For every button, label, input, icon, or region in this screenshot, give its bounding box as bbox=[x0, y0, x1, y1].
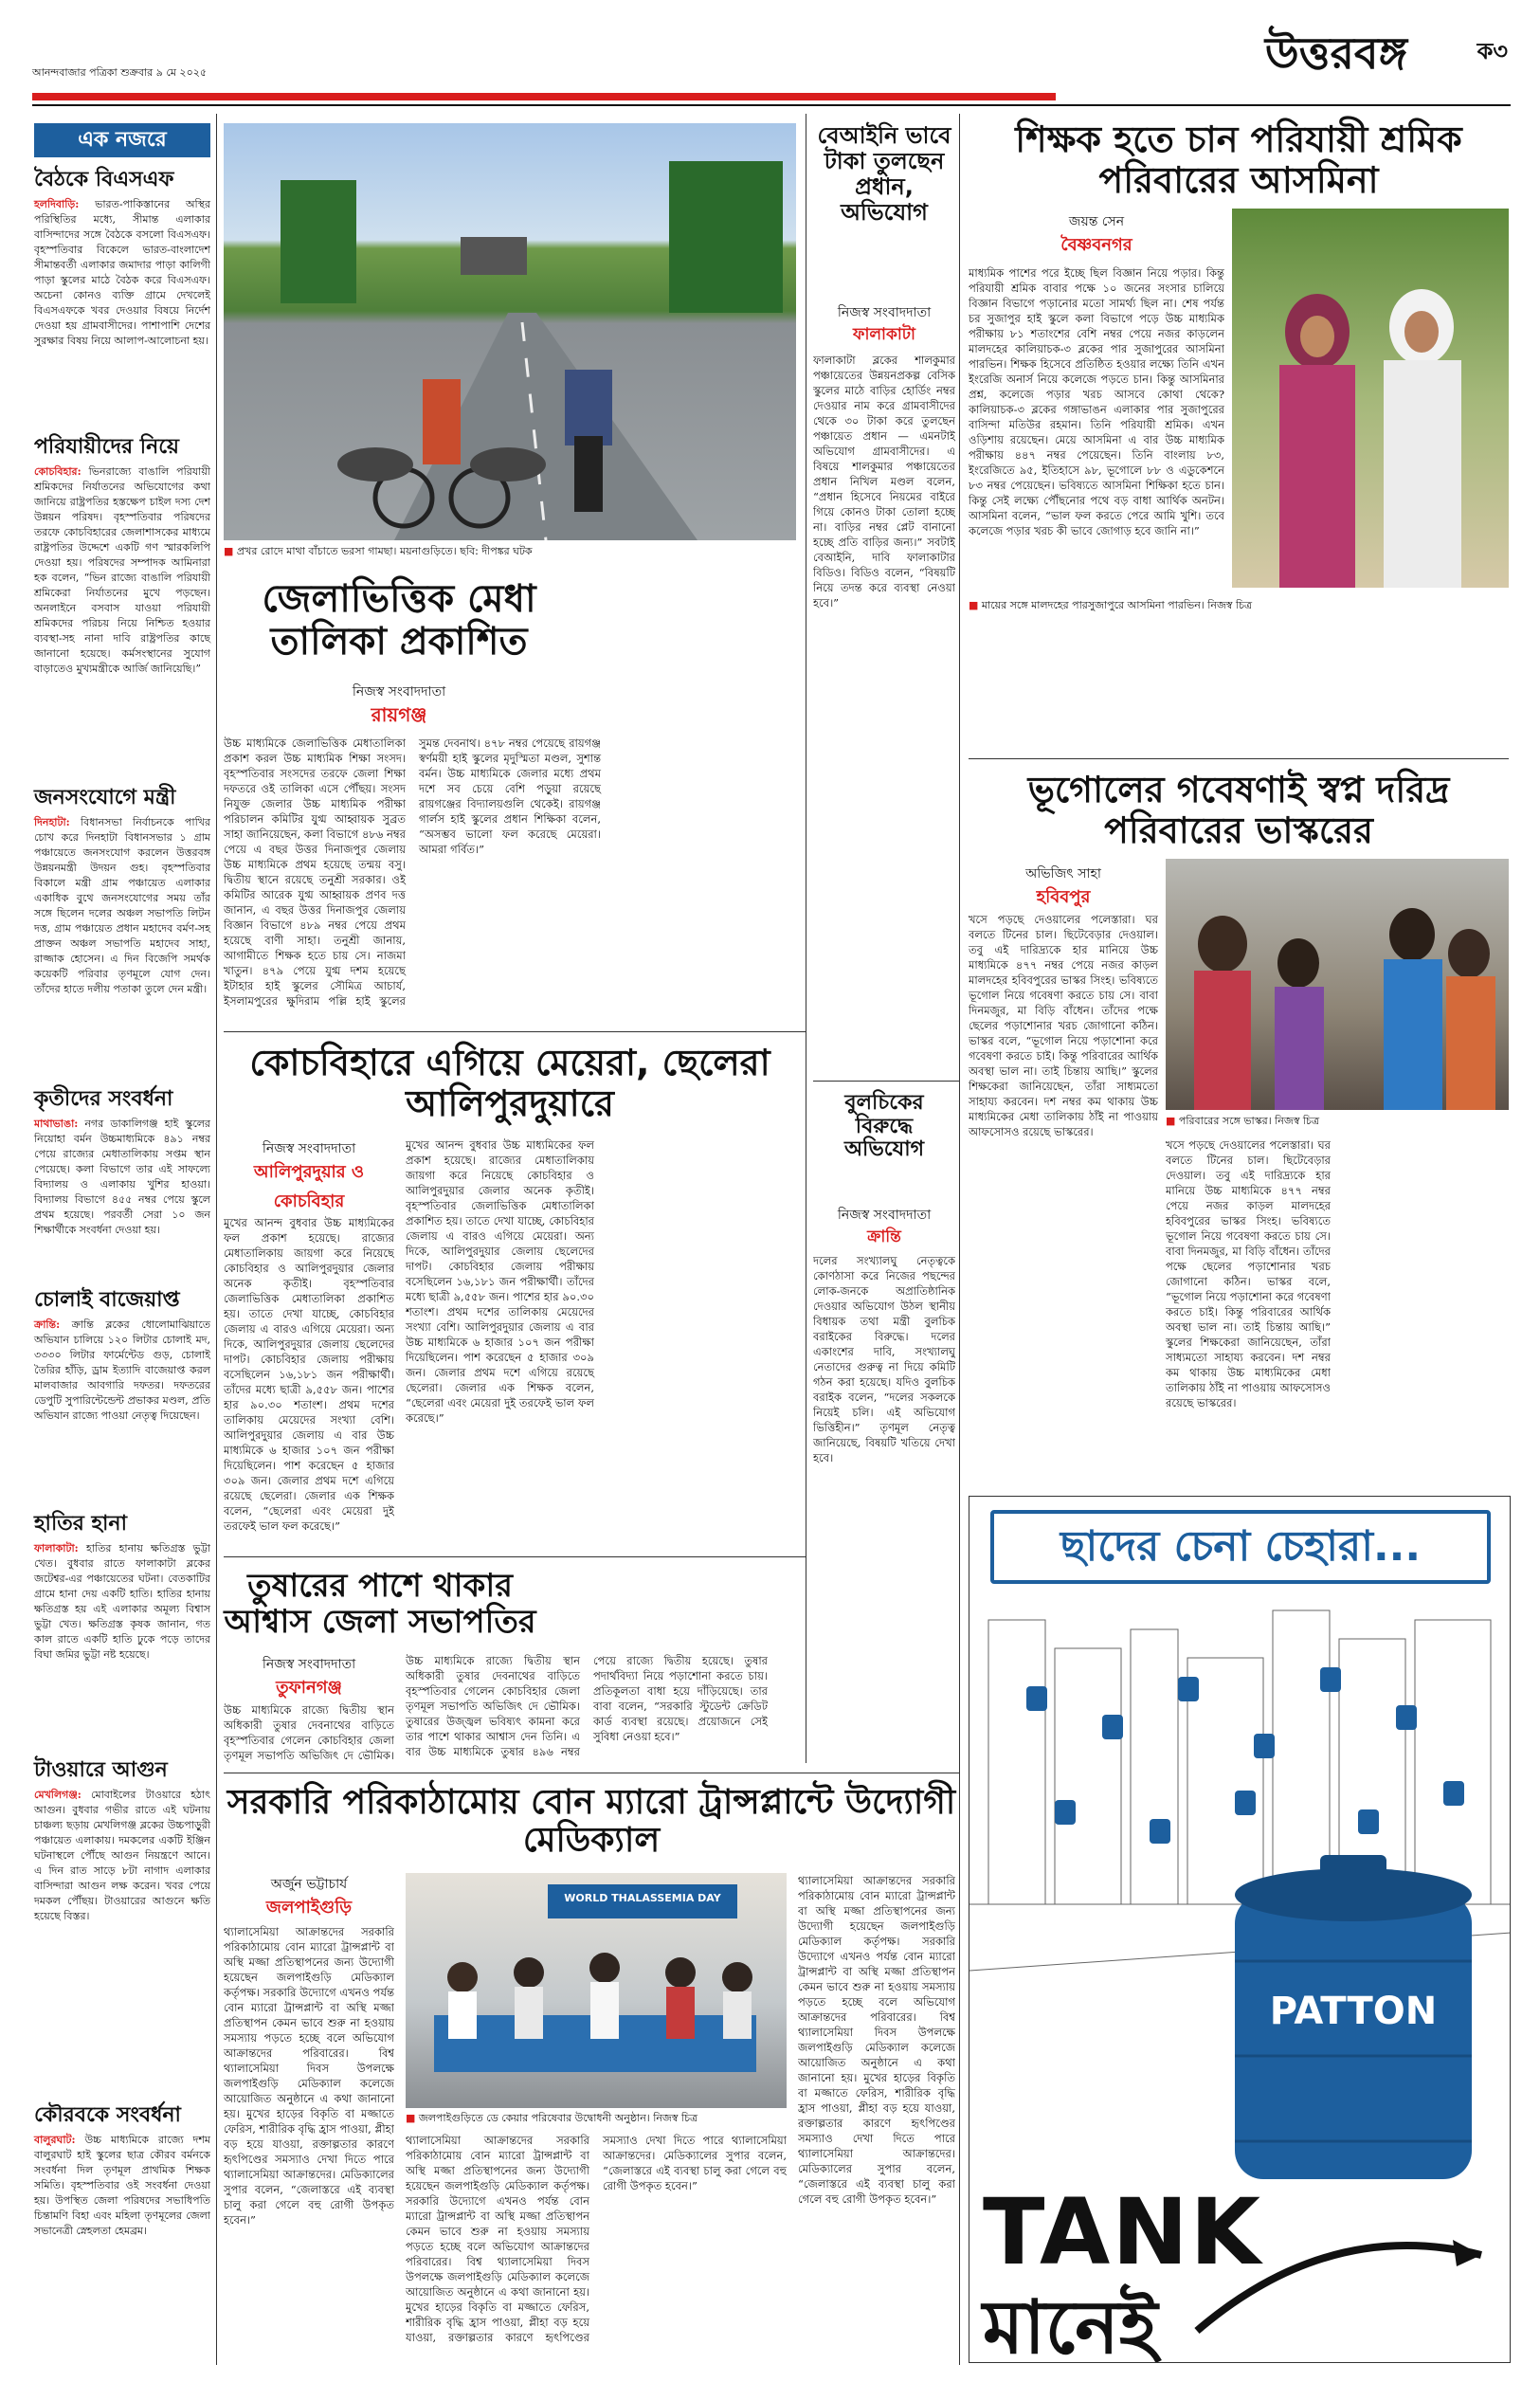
article-headline: সরকারি পরিকাঠামোয় বোন ম্যারো ট্রান্সপ্লান্টে উদ্যোগী মেডিক্যাল bbox=[226, 1783, 956, 1861]
article-body: থ্যালাসেমিয়া আক্রান্তদের সরকারি পরিকাঠামোয় বোন ম্যারো ট্রান্সপ্লান্ট বা অস্থি মজ্জা প্রতিস্থাপনের জন্য উদ্যোগী হয়েছেন জলপাইগুড়ি মেডিক্যাল কর্তৃপক্ষ। সরকারি উদ্যোগে এখনও পর্যন্ত বোন ম্যারো ট্রান্সপ্লান্ট বা অস্থি মজ্জা প্রতিস্থাপন কেমন ভাবে শুরু না হওয়ায় সমস্যায় পড়তে হচ্ছে বলে অভিযোগ আক্রান্তদের পরিবারের। বিশ্ব থ্যালাসেমিয়া দিবস উপলক্ষে জলপাইগুড়ি মেডিক্যাল কলেজে আয়োজিত অনুষ্ঠানে এ কথা জানানো হয়। মুখের হাড়ের বিকৃতি বা মজ্জাতে ফেরিস, শারীরিক বৃদ্ধি হ্রাস পাওয়া, প্লীহা বড় হয়ে যাওয়া, রক্তাল্পতার কারণে হৃৎপিণ্ডের সমস্যাও দেখা দিতে পারে থ্যালাসেমিয়া আক্রান্তদের। মেডিক্যালের সুপার বলেন, “জেলাস্তরে এই ব্যবস্থা চালু করা গেলে বহু রোগী উপকৃত হবেন।” bbox=[224, 1925, 394, 2227]
article-dateline: বৈষ্ণবনগর bbox=[1060, 235, 1132, 255]
road-photo-art bbox=[224, 123, 796, 540]
brief-item bbox=[34, 167, 210, 349]
article-dateline: ফালাকাটা bbox=[853, 325, 915, 344]
article-headline: তুষারের পাশে থাকার আশ্বাস জেলা সভাপতির bbox=[224, 1567, 536, 1642]
section-title: উত্তরবঙ্গ bbox=[1264, 27, 1407, 79]
article-byline: নিজস্ব সংবাদদাতা bbox=[262, 1657, 356, 1672]
article-body: মুখের আনন্দ বুধবার উচ্চ মাধ্যমিকের ফল প্রকাশ হয়েছে। রাজ্যের মেধাতালিকায় জায়গা করে নিয়েছে কোচবিহার ও আলিপুরদুয়ার জেলার অনেক কৃতীই। বৃহস্পতিবার জেলাভিত্তিক মেধাতালিকা প্রকাশিত হয়। তাতে দেখা যাচ্ছে, কোচবিহার জেলায় এ বারও এগিয়ে মেয়েরা। অন্য দিকে, আলিপুরদুয়ার জেলায় ছেলেদের দাপট। কোচবিহার জেলায় পরীক্ষায় বসেছিলেন ১৬,১৮১ জন পরীক্ষার্থী। তাঁদের মধ্যে ছাত্রী ৯,৫৫৮ জন। পাশের হার ৯০.৩০ শতাংশ। প্রথম দশের তালিকায় মেয়েদের সংখ্যা বেশি। আলিপুরদুয়ার জেলায় এ বার উচ্চ মাধ্যমিকে ৬ হাজার ১০৭ জন পরীক্ষা দিয়েছিলেন। পাশ করেছেন ৫ হাজার ৩০৯ জন। জেলার প্রথম দশে এগিয়ে রয়েছে ছেলেরা। জেলার এক শিক্ষক বলেন, “ছেলেরা এবং মেয়েরা দুই তরফেই ভাল ফল করেছে।” bbox=[224, 1216, 394, 1533]
brief-text: ফালাকাটা: হাতির হানায় ক্ষতিগ্রস্ত ভুট্টা খেত। বুধবার রাতে ফালাকাটা ব্লকের জটেশ্বর-এর পঞ্চায়েতের ঘটনা। বেতকাটির গ্রামে হানা দেয় একটি হাতি। হাতির হানায় ক্ষতিগ্রস্ত হয় এই এলাকার অমূল্য বিশ্বাস ভুট্টা খেত। ক্ষতিগ্রস্ত কৃষক জানান, গত কাল রাতে একটি হাতি ঢুকে পড়ে তাদের বিঘা জমির ভুট্টা নষ্ট হয়েছে। bbox=[34, 1542, 211, 1661]
ad-tagline: মানেই bbox=[983, 2285, 1158, 2363]
article-body: মাধ্যমিক পাশের পরে ইচ্ছে ছিল বিজ্ঞান নিয়ে পড়ার। কিন্তু পরিযায়ী শ্রমিক বাবার পক্ষে ১০ জনের সংসার চালিয়ে বিজ্ঞান বিভাগে পড়ানোর মতো সামর্থ্য ছিল না। শেষ পর্যন্ত চর সুজাপুর হাই স্কুলে কলা বিভাগে পড়ে উচ্চ মাধ্যমিক পরীক্ষায় ৮১ শতাংশের বেশি নম্বর পেয়ে নজর কাড়লেন মালদহের কালিয়াচক-৩ ব্লকের পার সুজাপুরের আসমিনা পারভিন। শিক্ষক হিসেবে প্রতিষ্ঠিত হওয়ার লক্ষ্যে তিনি এখন ইংরেজি অনার্স নিয়ে কলেজে পড়তে চান। কিন্তু আসমিনার প্রশ্ন, কলেজে পড়ার খরচ আসবে কোথা থেকে? কালিয়াচক-৩ ব্লকের গঙ্গাভাঙন এলাকার পার সুজাপুরের বাসিন্দা মতিউর রহমান। তিনি পরিযায়ী শ্রমিক। এখন ওড়িশায় রয়েছেন। মেয়ে আসমিনা এ বার উচ্চ মাধ্যমিক পরীক্ষায় ৪৪৭ নম্বর পেয়েছেন। তিনি বাংলায় ৮৩, ইংরেজিতে ৯৫, ইতিহাসে ৯৮, ভূগোলে ৮৮ ও এডুকেশনে ৮৩ নম্বর পেয়েছেন। ভবিষ্যতে আসমিনা শিক্ষিকা হতে চান। কিন্তু সেই লক্ষ্যে পৌঁছনোর পথে বড় বাধা আর্থিক অনটন। আসমিনা বলেন, “ভাল ফল করতে পেরে আমি খুশি। তবে কলেজে পড়ার খরচ কী ভাবে জোগাড় হবে জানি না।” bbox=[969, 266, 1224, 537]
article-body: ফালাকাটা ব্লকের শালকুমার পঞ্চায়েতের উন্নয়নপ্রকল্প বেসিক স্কুলের মাঠে বাড়ির হোর্ডিং নম্বর দেওয়ার নাম করে গ্রামবাসীদের থেকে ৩০ টাকা করে তুলছেন পঞ্চায়েত প্রধান — এমনটাই অভিযোগ গ্রামবাসীদের। এ বিষয়ে শালকুমার পঞ্চায়েতের প্রধান নিখিল মণ্ডল বলেন, “প্রধান হিসেবে নিয়মের বাইরে গিয়ে কোনও টাকা তোলা হচ্ছে না। বাড়ির নম্বর প্লেট বানানো হচ্ছে প্রতি বাড়ির জন্য।” সবটাই বেআইনি, দাবি ফালাকাটার বিডিও। বিডিও বলেন, “বিষয়টি নিয়ে তদন্ত করে ব্যবস্থা নেওয়া হবে।” bbox=[813, 354, 955, 609]
brief-title: জনসংযোগে মন্ত্রী bbox=[34, 786, 176, 809]
column-rule bbox=[959, 114, 960, 2365]
article-byline: নিজস্ব সংবাদদাতা bbox=[837, 1208, 932, 1223]
article-headline: জেলাভিত্তিক মেধা তালিকা প্রকাশিত bbox=[262, 577, 536, 664]
article-headline: কোচবিহারে এগিয়ে মেয়েরা, ছেলেরা আলিপুরদুয়ারে bbox=[249, 1042, 770, 1124]
article-body-continued: খসে পড়ছে দেওয়ালের পলেস্তারা। ঘর বলতে টিনের চাল। ছিটেবেড়ার দেওয়াল। তবু এই দারিদ্র্যকে হার মানিয়ে উচ্চ মাধ্যমিকে ৪৭৭ নম্বর পেয়ে নজর কাড়ল মালদহের হবিবপুরের ভাস্কর সিংহ। ভবিষ্যতে ভূগোল নিয়ে গবেষণা করতে চায় সে। বাবা দিনমজুর, মা বিড়ি বাঁধেন। তাঁদের পক্ষে ছেলের পড়াশোনার খরচ জোগানো কঠিন। ভাস্কর বলে, “ভূগোল নিয়ে পড়াশোনা করে গবেষণা করতে চাই। কিন্তু পরিবারের আর্থিক অবস্থা ভাল না। তাই চিন্তায় আছি।” স্কুলের শিক্ষকেরা জানিয়েছেন, তাঁরা সাধ্যমতো সাহায্য করবেন। দশ নম্বর কম থাকায় উচ্চ মাধ্যমিকের মেধা তালিকায় ঠাঁই না পাওয়ায় আফসোসও রয়েছে ভাস্করের। bbox=[1166, 1138, 1331, 1409]
photo-caption: ■ জলপাইগুড়িতে ডে কেয়ার পরিষেবার উদ্বোধনী অনুষ্ঠান। নিজস্ব চিত্র bbox=[406, 2112, 787, 2125]
article-headline: ভূগোলের গবেষণাই স্বপ্ন দরিদ্র পরিবারের ভাস্করের bbox=[1027, 769, 1450, 851]
photo-caption: ■ পরিবারের সঙ্গে ভাস্কর। নিজস্ব চিত্র bbox=[1166, 1115, 1509, 1128]
article-byline: অভিজিৎ সাহা bbox=[1025, 866, 1101, 882]
article-byline: নিজস্ব সংবাদদাতা bbox=[837, 305, 932, 320]
top-rule bbox=[32, 104, 1511, 106]
photo-banner-text: WORLD THALASSEMIA DAY bbox=[564, 1892, 721, 1904]
article-byline: জয়ন্ত সেন bbox=[1068, 214, 1125, 229]
paper-date-line: আনন্দবাজার পত্রিকা শুক্রবার ৯ মে ২০২৫ bbox=[32, 66, 208, 79]
article-headline: শিক্ষক হতে চান পরিযায়ী শ্রমিক পরিবারের আসমিনা bbox=[1015, 118, 1462, 201]
brief-title: হাতির হানা bbox=[34, 1512, 127, 1536]
article-dateline: আলিপুরদুয়ার ও কোচবিহার bbox=[253, 1162, 365, 1211]
medical-photo-art bbox=[406, 1873, 787, 2108]
article-body-continued: থ্যালাসেমিয়া আক্রান্তদের সরকারি পরিকাঠামোয় বোন ম্যারো ট্রান্সপ্লান্ট বা অস্থি মজ্জা প্রতিস্থাপনের জন্য উদ্যোগী হয়েছেন জলপাইগুড়ি মেডিক্যাল কর্তৃপক্ষ। সরকারি উদ্যোগে এখনও পর্যন্ত বোন ম্যারো ট্রান্সপ্লান্ট বা অস্থি মজ্জা প্রতিস্থাপন কেমন ভাবে শুরু না হওয়ায় সমস্যায় পড়তে হচ্ছে বলে অভিযোগ আক্রান্তদের পরিবারের। বিশ্ব থ্যালাসেমিয়া দিবস উপলক্ষে জলপাইগুড়ি মেডিক্যাল কলেজে আয়োজিত অনুষ্ঠানে এ কথা জানানো হয়। মুখের হাড়ের বিকৃতি বা মজ্জাতে ফেরিস, শারীরিক বৃদ্ধি হ্রাস পাওয়া, প্লীহা বড় হয়ে যাওয়া, রক্তাল্পতার কারণে হৃৎপিণ্ডের সমস্যাও দেখা দিতে পারে থ্যালাসেমিয়া আক্রান্তদের। মেডিক্যালের সুপার বলেন, “জেলাস্তরে এই ব্যবস্থা চালু করা গেলে বহু রোগী উপকৃত হবেন।” bbox=[406, 2134, 787, 2344]
page-number: ক৩ bbox=[1477, 38, 1508, 64]
brief-item bbox=[34, 2102, 210, 2239]
brief-item bbox=[34, 1511, 210, 1663]
ad-tank-word: TANK bbox=[983, 2179, 1263, 2285]
article-body-continued: মুখের আনন্দ বুধবার উচ্চ মাধ্যমিকের ফল প্রকাশ হয়েছে। রাজ্যের মেধাতালিকায় জায়গা করে নিয়েছে কোচবিহার ও আলিপুরদুয়ার জেলার অনেক কৃতীই। বৃহস্পতিবার জেলাভিত্তিক মেধাতালিকা প্রকাশিত হয়। তাতে দেখা যাচ্ছে, কোচবিহার জেলায় এ বারও এগিয়ে মেয়েরা। অন্য দিকে, আলিপুরদুয়ার জেলায় ছেলেদের দাপট। কোচবিহার জেলায় পরীক্ষায় বসেছিলেন ১৬,১৮১ জন পরীক্ষার্থী। তাঁদের মধ্যে ছাত্রী ৯,৫৫৮ জন। পাশের হার ৯০.৩০ শতাংশ। প্রথম দশের তালিকায় মেয়েদের সংখ্যা বেশি। আলিপুরদুয়ার জেলায় এ বার উচ্চ মাধ্যমিকে ৬ হাজার ১০৭ জন পরীক্ষা দিয়েছিলেন। পাশ করেছেন ৫ হাজার ৩০৯ জন। জেলার প্রথম দশে এগিয়ে রয়েছে ছেলেরা। জেলার এক শিক্ষক বলেন, “ছেলেরা এবং মেয়েরা দুই তরফেই ভাল ফল করেছে।” bbox=[406, 1138, 594, 1425]
brief-title: বৈঠকে বিএসএফ bbox=[34, 168, 174, 191]
article-byline: নিজস্ব সংবাদদাতা bbox=[352, 684, 446, 700]
article-body: উচ্চ মাধ্যমিকে জেলাভিত্তিক মেধাতালিকা প্রকাশ করল উচ্চ মাধ্যমিক শিক্ষা সংসদ। বৃহস্পতিবার সংসদের তরফে জেলা শিক্ষা দফতরে ওই তালিকা এসে পৌঁছয়। সংসদ নিযুক্ত জেলার উচ্চ মাধ্যমিক পরীক্ষা পরিচালন কমিটির যুগ্ম আহ্বায়ক সুব্রত সাহা জানিয়েছেন, কলা বিভাগে ৪৮৬ নম্বর পেয়ে এ বছর উত্তর দিনাজপুর জেলায় উচ্চ মাধ্যমিকে প্রথম হয়েছে তন্ময় বসু। দ্বিতীয় স্থানে রয়েছে তনুশ্রী সরকার। ওই কমিটির আরেক যুগ্ম আহ্বায়ক প্রণব দত্ত জানান, এ বছর উত্তর দিনাজপুর জেলায় বিজ্ঞান বিভাগে ৪৮৯ নম্বর পেয়ে প্রথম হয়েছে বাণী সাহা। তনুশ্রী জানায়, আগামীতে শিক্ষক হতে চায় সে। নাজমা খাতুন। ৪৭৯ পেয়ে যুগ্ম দশম হয়েছে ইটাহার হাই স্কুলের সৌমিত্র আচার্য, ইসলামপুরের ক্ষুদিরাম পল্লি হাই স্কুলের সুমন্ত দেবনাথ। ৪৭৮ নম্বর পেয়েছে রায়গঞ্জ স্বর্ণময়ী হাই স্কুলের মৃদুস্মিতা মণ্ডল, সুশান্ত বর্মন। উচ্চ মাধ্যমিকে জেলার মধ্যে প্রথম দশে সব চেয়ে বেশি পড়ুয়া রয়েছে রায়গঞ্জের বিদ্যালয়গুলি থেকেই। রায়গঞ্জ গার্লস হাই স্কুলের প্রধান শিক্ষিকা বলেন, “অসম্ভব ভালো ফল করেছে মেয়েরা। আমরা গর্বিত।” bbox=[224, 736, 601, 1008]
article-headline: বেআইনি ভাবে টাকা তুলছেন প্রধান, অভিযোগ bbox=[817, 122, 951, 226]
brief-title: চোলাই বাজেয়াপ্ত bbox=[34, 1288, 180, 1312]
article-body-continued: থ্যালাসেমিয়া আক্রান্তদের সরকারি পরিকাঠামোয় বোন ম্যারো ট্রান্সপ্লান্ট বা অস্থি মজ্জা প্রতিস্থাপনের জন্য উদ্যোগী হয়েছেন জলপাইগুড়ি মেডিক্যাল কর্তৃপক্ষ। সরকারি উদ্যোগে এখনও পর্যন্ত বোন ম্যারো ট্রান্সপ্লান্ট বা অস্থি মজ্জা প্রতিস্থাপন কেমন ভাবে শুরু না হওয়ায় সমস্যায় পড়তে হচ্ছে বলে অভিযোগ আক্রান্তদের পরিবারের। বিশ্ব থ্যালাসেমিয়া দিবস উপলক্ষে জলপাইগুড়ি মেডিক্যাল কলেজে আয়োজিত অনুষ্ঠানে এ কথা জানানো হয়। মুখের হাড়ের বিকৃতি বা মজ্জাতে ফেরিস, শারীরিক বৃদ্ধি হ্রাস পাওয়া, প্লীহা বড় হয়ে যাওয়া, রক্তাল্পতার কারণে হৃৎপিণ্ডের সমস্যাও দেখা দিতে পারে থ্যালাসেমিয়া আক্রান্তদের। মেডিক্যালের সুপার বলেন, “জেলাস্তরে এই ব্যবস্থা চালু করা গেলে বহু রোগী উপকৃত হবেন।” bbox=[798, 1874, 955, 2206]
brief-text: ক্রান্তি: ক্রান্তি ব্লকের ধোলোমাঝিয়াতে অভিযান চালিয়ে ১২০ লিটার চোলাই মদ, ৩৩৩০ লিটার ফার্মেন্টেড গুড়, চোলাই তৈরির হাঁড়ি, ড্রাম ইত্যাদি বাজেয়াপ্ত করল মালবাজার আবগারি দফতর। দফতরের ডেপুটি সুপারিন্টেন্ডেন্ট প্রভাকর মণ্ডল, প্রতি অভিযান রাজ্যে পাওয়া নেতৃত্ব দিয়েছেন। bbox=[34, 1318, 211, 1422]
photo-caption: ■ প্রখর রোদে মাথা বাঁচাতে ভরসা গামছা। ময়নাগুড়িতে। ছবি: দীপঙ্কর ঘটক bbox=[224, 545, 796, 558]
medical-photo bbox=[406, 1873, 787, 2108]
article-headline: বুলচিকের বিরুদ্ধে অভিযোগ bbox=[843, 1091, 925, 1162]
brief-item bbox=[34, 1086, 210, 1238]
brief-text: হলদিবাড়ি: ভারত-পাকিস্তানের অস্থির পরিস্থিতির মধ্যে, সীমান্ত এলাকার বাসিন্দাদের সঙ্গে বৈঠকে বসলো বিএসএফ। বৃহস্পতিবার বিকেলে ভারত-বাংলাদেশ সীমান্তবর্তী এলাকার জমাদার পাড়া কালিগী পাড়া স্কুলের মাঠে বৈঠক করে বিএসএফ। অচেনা কোনও ব্যক্তি গ্রামে দেখলেই বিএসএফকে খবর দেওয়ার বিষয়ে নির্দেশ দেওয়া হয় গ্রামবাসীদের। পাশাপাশি দেশের সুরক্ষার বিষয় নিয়ে আলাপ-আলোচনা হয়। bbox=[34, 198, 211, 347]
brief-text: বালুরঘাট: উচ্চ মাধ্যমিকে রাজ্যে দশম বালুরঘাট হাই স্কুলের ছাত্র কৌরব বর্মনকে সংবর্ধনা দিল তৃণমূল প্রাথমিক শিক্ষক সমিতি। বৃহস্পতিবার ওই সংবর্ধনা দেওয়া হয়। উপস্থিত জেলা পরিষদের সভাধিপতি চিন্তামণি বিহা এবং মহিলা তৃণমূলের জেলা সভানেত্রী স্নেহলতা হেমব্রম। bbox=[34, 2134, 211, 2237]
brief-item bbox=[34, 785, 210, 997]
brief-text: মেখলিগঞ্জ: মোবাইলের টাওয়ারে হঠাৎ আগুন। বুধবার গভীর রাতে এই ঘটনায় চাঞ্চল্য ছড়ায় মেখলিগঞ্জ ব্লকের উচ্চপাড়ুরী পঞ্চায়েত এলাকায়। দমকলের একটি ইঞ্জিন ঘটনাস্থলে পৌঁছে আগুন নিয়ন্ত্রণে আনে। এ দিন রাত সাড়ে ৮টা নাগাদ এলাকার বাসিন্দারা আগুন লক্ষ করেন। খবর পেয়ে দমকল পৌঁছয়। টাওয়ারের আগুনে ক্ষতি হয়েছে বিস্তর। bbox=[34, 1789, 211, 1922]
brief-text: মাথাভাঙা: নগর ডাকালিগঞ্জ হাই স্কুলের নিয়োহা বর্মন উচ্চমাধ্যমিকে ৪৯১ নম্বর পেয়ে রাজ্যের মেধাতালিকায় সপ্তম স্থান পেয়েছে। কলা বিভাগে তার এই সাফল্যে বিদ্যালয় ও এলাকায় খুশির হাওয়া। বিদ্যালয় বিভাগে ৪৫৫ নম্বর পেয়ে স্কুলে প্রথম হয়েছে। পরবর্তী সেরা ১০ জন শিক্ষার্থীকে সংবর্ধনা দেওয়া হয়। bbox=[34, 1118, 210, 1236]
bhaskar-photo bbox=[1166, 859, 1509, 1110]
article-dateline: হবিবপুর bbox=[1036, 887, 1091, 907]
article-dateline: জলপাইগুড়ি bbox=[265, 1898, 353, 1918]
article-dateline: রায়গঞ্জ bbox=[371, 703, 427, 726]
brief-item bbox=[34, 434, 210, 677]
brief-title: পরিযায়ীদের নিয়ে bbox=[34, 435, 180, 459]
column-rule bbox=[216, 114, 217, 2365]
article-dateline: তুফানগঞ্জ bbox=[276, 1678, 342, 1698]
brief-text: দিনহাটা: বিধানসভা নির্বাচনকে পাখির চোখ করে দিনহাটা বিধানসভার ১ গ্রাম পঞ্চায়েতে জনসংযোগ করলেন উত্তরবঙ্গ উন্নয়নমন্ত্রী উদয়ন গুহ। বৃহস্পতিবার বিকালে মন্ত্রী গ্রাম পঞ্চায়েত এলাকার একাধিক বুথে জনসংযোগের সময় তাঁর সঙ্গে ছিলেন দলের অঞ্চল সভাপতি লিটন দত্ত, গ্রাম পঞ্চায়েত প্রধান মহাদেব বর্মণ-সহ প্রাক্তন অঞ্চল সভাপতি মহাদেব সাহা, রাজ্জাক হোসেন। এ দিন বিজেপি সমর্থক কয়েকটি পরিবার তৃণমূলে যোগ দেন। তাঁদের হাতে দলীয় পতাকা তুলে দেন মন্ত্রী। bbox=[34, 816, 211, 995]
brief-text: কোচবিহার: ভিনরাজ্যে বাঙালি পরিযায়ী শ্রমিকদের নির্যাতনের অভিযোগের কথা জানিয়ে রাষ্ট্রপতির হস্তক্ষেপ চাইল দস্য দেশ উন্নয়ন পরিষদ। বৃহস্পতিবার পরিষদের তরফে কোচবিহারের জেলাশাসকের মাধ্যমে রাষ্ট্রপতির উদ্দেশে একটি গণ স্মারকলিপি দেওয়া হয়। পরিষদের সম্পাদক আমিনারা হক বলেন, “ভিন রাজ্যে বাঙালি পরিযায়ী শ্রমিকেরা নির্যাতনের মুখে পড়ছেন। অনলাইনে বসবাস যাওয়া পরিযায়ী শ্রমিকদের পরিচয় নিয়ে নিশ্চিত হওয়ার ব্যবস্থা-সহ নানা দাবি রাষ্ট্রপতির কাছে জানানো হয়েছে। কর্মসংস্থানের সুযোগ বাড়াতেও মুখ্যমন্ত্রীকে আর্জি জানিয়েছি।” bbox=[34, 465, 211, 675]
article-byline: অর্জুন ভট্টাচার্য bbox=[270, 1877, 348, 1892]
story-rule bbox=[224, 1556, 806, 1557]
article-dateline: ক্রান্তি bbox=[867, 1227, 901, 1246]
article-byline: নিজস্ব সংবাদদাতা bbox=[262, 1141, 356, 1156]
brief-item bbox=[34, 1287, 210, 1424]
asmina-photo-art bbox=[1232, 209, 1509, 588]
patton-advertisement[interactable] bbox=[969, 1496, 1511, 2363]
brief-title: কৃতীদের সংবর্ধনা bbox=[34, 1087, 173, 1111]
article-body: উচ্চ মাধ্যমিকে রাজ্যে দ্বিতীয় স্থান অধিকারী তুষার দেবনাথের বাড়িতে বৃহস্পতিবার গেলেন কোচবিহার জেলা তৃণমূল সভাপতি অভিজিৎ দে ভৌমিক। bbox=[224, 1703, 394, 1762]
article-body-continued: উচ্চ মাধ্যমিকে রাজ্যে দ্বিতীয় স্থান অধিকারী তুষার দেবনাথের বাড়িতে বৃহস্পতিবার গেলেন কোচবিহার জেলা তৃণমূল সভাপতি অভিজিৎ দে ভৌমিক। তুষারের উজ্জ্বল ভবিষ্যৎ কামনা করে তার পাশে থাকার আশ্বাস দেন তিনি। এ বার উচ্চ মাধ্যমিকে তুষার ৪৯৬ নম্বর পেয়ে রাজ্যে দ্বিতীয় হয়েছে। তুষার পদার্থবিদ্যা নিয়ে পড়াশোনা করতে চায়। প্রতিকূলতা বাধা হয়ে দাঁড়িয়েছে। তার বাবা বলেন, “সরকারি স্টুডেন্ট ক্রেডিট কার্ড ব্যবস্থা রয়েছে। প্রয়োজনে সেই সুবিধা নেওয়া হবে।” bbox=[406, 1654, 768, 1758]
ad-banner: ছাদের চেনা চেহারা... bbox=[990, 1510, 1491, 1584]
briefs-header: এক নজরে bbox=[34, 123, 210, 157]
asmina-photo bbox=[1232, 209, 1509, 588]
article-body: দলের সংখ্যালঘু নেতৃত্বকে কোণঠাসা করে নিজের পছন্দের লোক-জনকে অপ্রাতিষ্ঠানিক দেওয়ার অভিযোগ উঠল স্থানীয় বিধায়ক তথা মন্ত্রী বুলচিক বরাইকের বিরুদ্ধে। দলের একাংশের দাবি, সংখ্যালঘু নেতাদের গুরুত্ব না দিয়ে কমিটি গঠন করা হয়েছে। যদিও বুলচিক বরাইক বলেন, “দলের সকলকে নিয়েই চলি। এই অভিযোগ ভিত্তিহীন।” তৃণমূল নেতৃত্ব জানিয়েছে, বিষয়টি খতিয়ে দেখা হবে। bbox=[813, 1254, 955, 1464]
brief-title: কৌরবকে সংবর্ধনা bbox=[34, 2103, 181, 2127]
story-rule bbox=[969, 758, 1509, 759]
brief-title: টাওয়ারে আগুন bbox=[34, 1758, 168, 1782]
photo-caption: ■ মায়ের সঙ্গে মালদহের পারসুজাপুরে আসমিনা পারভিন। নিজস্ব চিত্র bbox=[969, 599, 1509, 612]
road-photo bbox=[224, 123, 796, 540]
tank-body bbox=[1235, 1895, 1472, 2179]
red-rule bbox=[32, 93, 1056, 100]
story-rule bbox=[813, 1081, 959, 1082]
brief-item bbox=[34, 1757, 210, 1924]
ad-brand: PATTON bbox=[1269, 1990, 1438, 2033]
story-rule bbox=[224, 1031, 806, 1032]
bhaskar-photo-art bbox=[1166, 859, 1509, 1110]
article-body: খসে পড়ছে দেওয়ালের পলেস্তারা। ঘর বলতে টিনের চাল। ছিটেবেড়ার দেওয়াল। তবু এই দারিদ্র্যকে হার মানিয়ে উচ্চ মাধ্যমিকে ৪৭৭ নম্বর পেয়ে নজর কাড়ল মালদহের হবিবপুরের ভাস্কর সিংহ। ভবিষ্যতে ভূগোল নিয়ে গবেষণা করতে চায় সে। বাবা দিনমজুর, মা বিড়ি বাঁধেন। তাঁদের পক্ষে ছেলের পড়াশোনার খরচ জোগানো কঠিন। ভাস্কর বলে, “ভূগোল নিয়ে পড়াশোনা করে গবেষণা করতে চাই। কিন্তু পরিবারের আর্থিক অবস্থা ভাল না। তাই চিন্তায় আছি।” স্কুলের শিক্ষকেরা জানিয়েছেন, তাঁরা সাধ্যমতো সাহায্য করবেন। দশ নম্বর কম থাকায় উচ্চ মাধ্যমিকের মেধা তালিকায় ঠাঁই না পাওয়ায় আফসোসও রয়েছে ভাস্করের। bbox=[969, 913, 1158, 1138]
